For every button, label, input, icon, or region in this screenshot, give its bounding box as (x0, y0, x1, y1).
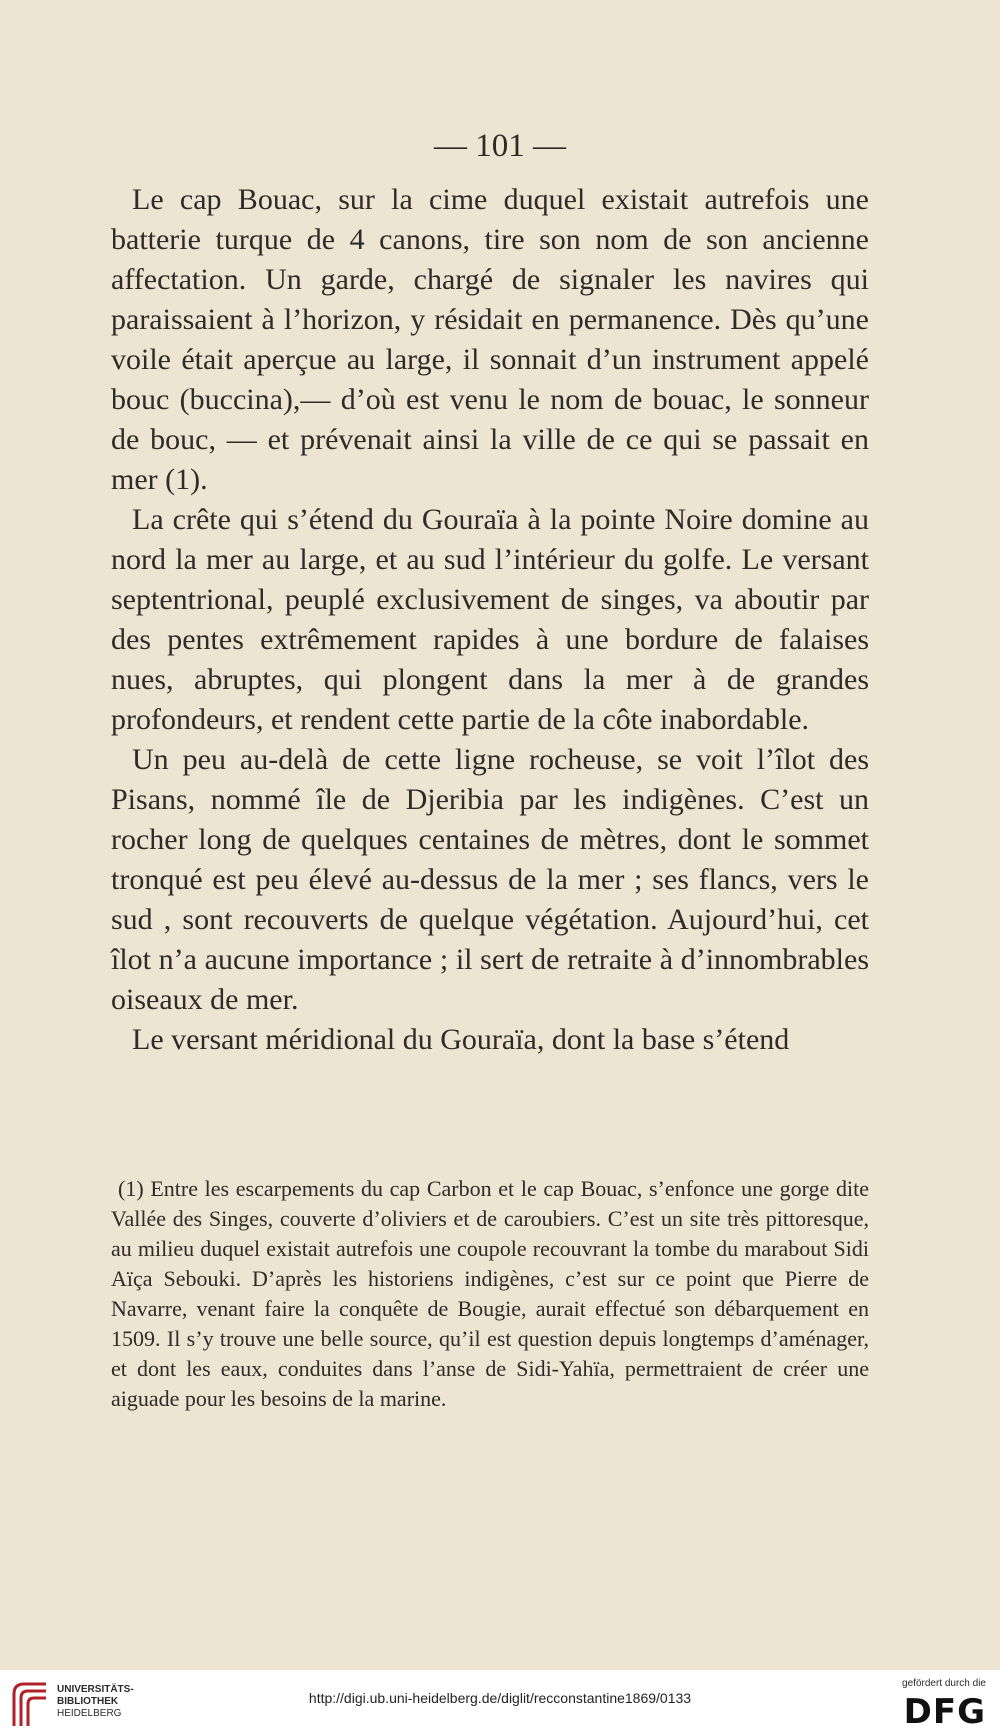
page-number: — 101 — (434, 128, 566, 164)
dfg-logo: DFG (903, 1692, 986, 1732)
paragraph: Un peu au-delà de cette ligne rocheuse, se voit l’îlot des Pisans, nommé île de Djeribia par les indigènes. C’est un rocher long de quelques centaines de mètres, dont le sommet tronqué est peu élevé au-dessus de la mer ; ses flancs, vers le sud , sont recouverts de quelque végétation. Aujourd’hui, cet îlot n’a aucune importance ; il sert de retraite à d’innombrables oiseaux de mer. (111, 743, 869, 1016)
body-text (111, 180, 869, 1060)
university-name-line: HEIDELBERG (57, 1708, 122, 1719)
footnote: (1) Entre les escarpements du cap Carbon et le cap Bouac, s’enfonce une gorge dite Vallée des Singes, couverte d’oliviers et de caroubiers. C’est un site très pittoresque, au milieu duquel existait autrefois une coupole recouvrant la tombe du marabout Sidi Aïça Sebouki. D’après les historiens indigènes, c’est sur ce point que Pierre de Navarre, venant faire la conquête de Bougie, aurait effectué son débarquement en 1509. Il s’y trouve une belle source, qu’il est question depuis longtemps d’aménager, et dont les eaux, conduites dans l’anse de Sidi-Yahïa, permettraient de créer une aiguade pour les besoins de la marine. (111, 1176, 869, 1411)
university-name-line: BIBLIOTHEK (57, 1696, 119, 1707)
footnotes (111, 1174, 869, 1414)
sponsor-text: gefördert durch die (902, 1678, 986, 1689)
university-name-line: UNIVERSITÄTS- (57, 1684, 134, 1695)
footer-bar (0, 1670, 1000, 1735)
paragraph: Le versant méridional du Gouraïa, dont la base s’étend (132, 1023, 790, 1056)
paragraph: La crête qui s’étend du Gouraïa à la pointe Noire domine au nord la mer au large, et au sud l’intérieur du golfe. Le versant septentrional, peuplé exclusivement de singes, va aboutir par des pentes extrêmement rapides à une bordure de falaises nues, abruptes, qui plongent dans la mer à de grandes profondeurs, et rendent cette partie de la côte inabordable. (111, 503, 869, 736)
source-url-link[interactable]: http://digi.ub.uni-heidelberg.de/diglit/recconstantine1869/0133 (308, 1690, 692, 1706)
paragraph: Le cap Bouac, sur la cime duquel existait autrefois une batterie turque de 4 canons, tire son nom de son ancienne affectation. Un garde, chargé de signaler les navires qui paraissaient à l’horizon, y résidait en permanence. Dès qu’une voile était aperçue au large, il sonnait d’un instrument appelé bouc (buccina),— d’où est venu le nom de bouac, le sonneur de bouc, — et prévenait ainsi la ville de ce qui se passait en mer (1). (111, 183, 869, 496)
